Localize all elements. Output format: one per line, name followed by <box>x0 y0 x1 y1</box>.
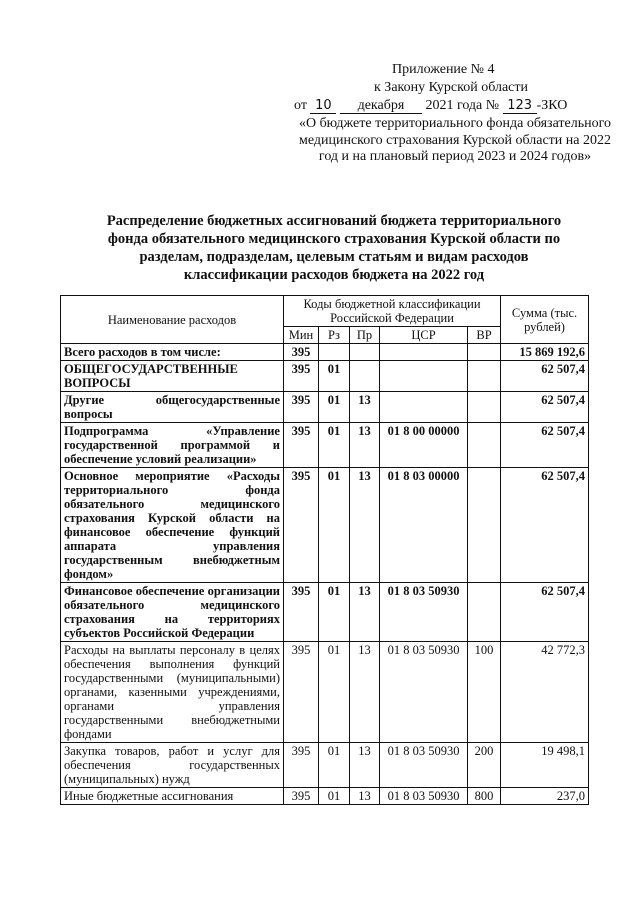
table-row <box>61 423 589 468</box>
cell-vr: 100 <box>468 642 501 743</box>
header-csr: ЦСР <box>380 327 468 344</box>
cell-pr: 13 <box>350 423 380 468</box>
cell-name: Основное мероприятие «Расходы территориального фонда обязательного медицинского страхования Курской области на финансовое обеспечение функций аппарата управления государственным внебюджетным фондом» <box>61 468 284 583</box>
cell-vr <box>468 468 501 583</box>
cell-min: 395 <box>284 743 319 788</box>
cell-min: 395 <box>284 583 319 642</box>
cell-sum: 237,0 <box>501 788 589 805</box>
cell-rz: 01 <box>319 743 350 788</box>
cell-vr <box>468 344 501 361</box>
cell-csr: 01 8 03 50930 <box>380 642 468 743</box>
header-name: Наименование расходов <box>61 296 284 344</box>
cell-min: 395 <box>284 788 319 805</box>
cell-min: 395 <box>284 392 319 423</box>
cell-sum: 19 498,1 <box>501 743 589 788</box>
table-row <box>61 743 589 788</box>
cell-min: 395 <box>284 468 319 583</box>
cell-sum: 15 869 192,6 <box>501 344 589 361</box>
month-field: декабря <box>340 99 422 114</box>
cell-name: Закупка товаров, работ и услуг для обеспечения государственных (муниципальных) нужд <box>61 743 284 788</box>
table-row <box>61 344 589 361</box>
cell-vr <box>468 392 501 423</box>
cell-rz: 01 <box>319 423 350 468</box>
cell-min: 395 <box>284 423 319 468</box>
header-sum: Сумма (тыс. рублей) <box>501 296 589 344</box>
cell-name: Подпрограмма «Управление государственной программой и обеспечение условий реализации» <box>61 423 284 468</box>
cell-vr: 200 <box>468 743 501 788</box>
law-title: «О бюджете территориального фонда обязательного медицинского страхования Курской области на 2022 год и на плановый период 2023 и 2024 годов» <box>298 116 612 164</box>
header-codes: Коды бюджетной классификации Российской Федерации <box>284 296 501 327</box>
header-pr: Пр <box>350 327 380 344</box>
cell-min: 395 <box>284 361 319 392</box>
table-row <box>61 642 589 743</box>
header-rz: Рз <box>319 327 350 344</box>
cell-min: 395 <box>284 642 319 743</box>
cell-csr: 01 8 03 50930 <box>380 788 468 805</box>
cell-csr: 01 8 03 50930 <box>380 743 468 788</box>
cell-pr: 13 <box>350 642 380 743</box>
cell-sum: 62 507,4 <box>501 583 589 642</box>
table-row <box>61 468 589 583</box>
header-vr: ВР <box>468 327 501 344</box>
law-suffix: -ЗКО <box>536 98 568 113</box>
cell-name: ОБЩЕГОСУДАРСТВЕННЫЕ ВОПРОСЫ <box>61 361 284 392</box>
cell-rz <box>319 344 350 361</box>
cell-sum: 62 507,4 <box>501 392 589 423</box>
table-body <box>61 344 589 805</box>
document-title: Распределение бюджетных ассигнований бюджета территориального фонда обязательного медицинского страхования Курской области по разделам, подразделам, целевым статьям и видам расходов классификации расходов бюджета на 2022 год <box>106 213 562 283</box>
table-row <box>61 788 589 805</box>
table-row <box>61 583 589 642</box>
cell-name: Всего расходов в том числе: <box>61 344 284 361</box>
year-text: 2021 года № <box>425 98 500 113</box>
cell-rz: 01 <box>319 583 350 642</box>
cell-sum: 62 507,4 <box>501 361 589 392</box>
cell-csr <box>380 392 468 423</box>
table-row <box>61 392 589 423</box>
cell-csr: 01 8 03 50930 <box>380 583 468 642</box>
cell-sum: 42 772,3 <box>501 642 589 743</box>
cell-name: Финансовое обеспечение организации обязательного медицинского страхования на территориях субъектов Российской Федерации <box>61 583 284 642</box>
cell-rz: 01 <box>319 642 350 743</box>
cell-pr <box>350 361 380 392</box>
cell-sum: 62 507,4 <box>501 423 589 468</box>
cell-name: Расходы на выплаты персоналу в целях обеспечения выполнения функций государственными (муниципальными) органами, казенными учреждениями, органами управления государственными внебюджетными фондами <box>61 642 284 743</box>
cell-vr <box>468 423 501 468</box>
cell-rz: 01 <box>319 788 350 805</box>
cell-csr <box>380 344 468 361</box>
law-date-line <box>294 98 567 115</box>
table-row <box>61 361 589 392</box>
cell-csr <box>380 361 468 392</box>
cell-pr: 13 <box>350 583 380 642</box>
cell-pr <box>350 344 380 361</box>
cell-vr: 800 <box>468 788 501 805</box>
cell-pr: 13 <box>350 743 380 788</box>
cell-sum: 62 507,4 <box>501 468 589 583</box>
cell-csr: 01 8 00 00000 <box>380 423 468 468</box>
cell-vr <box>468 583 501 642</box>
budget-table <box>60 295 589 805</box>
date-prefix: от <box>294 98 307 113</box>
law-reference: к Закону Курской области <box>374 80 528 95</box>
day-field: 10 <box>310 99 336 114</box>
cell-rz: 01 <box>319 361 350 392</box>
cell-pr: 13 <box>350 468 380 583</box>
cell-vr <box>468 361 501 392</box>
cell-pr: 13 <box>350 788 380 805</box>
cell-name: Иные бюджетные ассигнования <box>61 788 284 805</box>
cell-min: 395 <box>284 344 319 361</box>
cell-rz: 01 <box>319 468 350 583</box>
cell-name: Другие общегосударственные вопросы <box>61 392 284 423</box>
law-number-field: 123 <box>503 99 537 114</box>
cell-pr: 13 <box>350 392 380 423</box>
cell-rz: 01 <box>319 392 350 423</box>
appendix-number: Приложение № 4 <box>392 62 495 77</box>
cell-csr: 01 8 03 00000 <box>380 468 468 583</box>
header-min: Мин <box>284 327 319 344</box>
